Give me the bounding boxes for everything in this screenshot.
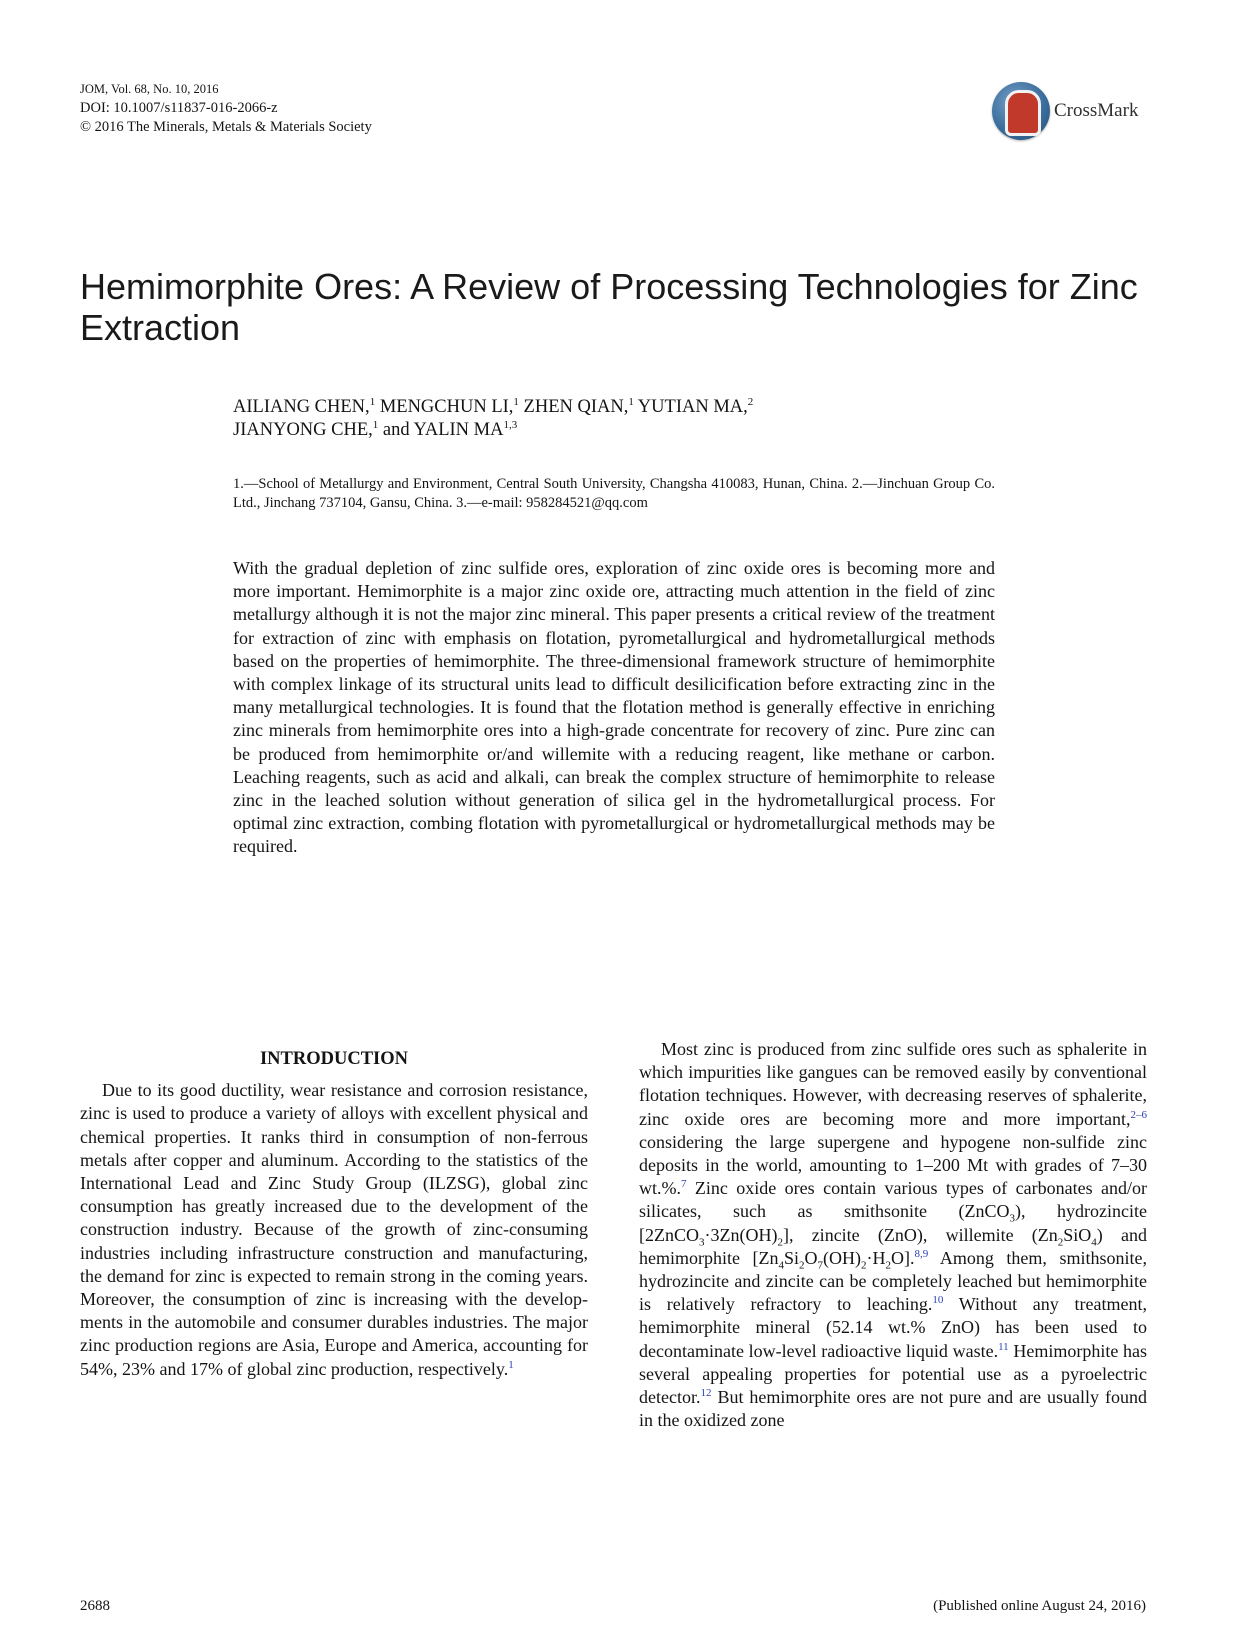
left-column: [80, 1048, 588, 1381]
citation-link[interactable]: 7: [681, 1178, 687, 1191]
subscript: 3: [699, 1236, 705, 1249]
intro-paragraph: [80, 1079, 588, 1381]
paragraph-text: Hemimorphite has several appealing properties for potential use as a pyroelectric detector.: [639, 1340, 1147, 1408]
paragraph-text: Si: [784, 1247, 800, 1268]
paragraph-text: Among them, smithsonite, hydrozincite and zincite can be completely leached but hemimorphite is relatively refractory to leaching.: [639, 1247, 1147, 1315]
author-affil-sup: 1,3: [503, 418, 518, 431]
paragraph-text: ·H: [866, 1247, 886, 1268]
citation-link[interactable]: 12: [700, 1387, 712, 1400]
author-name: MENGCHUN LI,: [375, 397, 514, 417]
paragraph-text: But hemimorphite ores are not pure and are usually found in the oxidized zone: [639, 1387, 1147, 1431]
author-list: [233, 396, 993, 442]
paragraph-text: O: [804, 1247, 818, 1268]
paragraph-text: SiO: [1063, 1224, 1092, 1245]
abstract: With the gradual depletion of zinc sulfide ores, exploration of zinc oxide ores is becoming more and more important. Hemimorphite is a major zinc oxide ore, attracting much attention in the field of zinc metallurgy although it is not the major zinc mineral. This paper presents a critical review of the treatment for extraction of zinc with emphasis on flotation, pyrometallurgical and hydrometallurgical methods based on the properties of hemimorphite. The three-dimensional framework structure of hemimorphite with complex linkage of its structural units lead to difficult desilicification before extracting zinc in the many metallurgical technologies. It is found that the flotation method is generally effective in enriching zinc minerals from hemimorphite ores into a high-grade concentrate for recovery of zinc. Pure zinc can be produced from hemimorphite or/and willemite with a reducing reagent, like methane or carbon. Leaching reagents, such as acid and alkali, can break the complex structure of hemimorphite to release zinc in the leached solution without generation of silica gel in the hydrometallurgical process. For optimal zinc extraction, combing flotation with pyrometallurgical or hydrometallurgical methods may be required.: [233, 558, 995, 857]
crossmark-badge[interactable]: [992, 82, 1142, 144]
citation-link[interactable]: 8,9: [914, 1247, 929, 1260]
citation-link[interactable]: 1: [508, 1358, 514, 1371]
citation-link[interactable]: 11: [998, 1340, 1009, 1353]
citation-link[interactable]: 2–6: [1130, 1108, 1147, 1121]
journal-citation: JOM, Vol. 68, No. 10, 2016: [80, 82, 219, 96]
doi: DOI: 10.1007/s11837-016-2066-z: [80, 100, 278, 116]
paragraph-text: (OH): [823, 1247, 862, 1268]
affiliations: 1.—School of Metallurgy and Environment, Central South University, Changsha 410083, Hunan, China. 2.—Jinchuan Group Co. Ltd., Jinchang 737104, Gansu, China. 3.—e-mail: 958284521@qq.com: [233, 476, 995, 511]
subscript: 2: [777, 1236, 783, 1249]
author-affil-sup: 1: [513, 395, 519, 408]
subscript: 2: [861, 1259, 867, 1272]
subscript: 7: [817, 1259, 824, 1272]
paragraph-text: O].: [891, 1247, 915, 1268]
page-number: 2688: [80, 1598, 110, 1614]
subscript: 2: [885, 1259, 892, 1272]
paragraph-text: Due to its good ductility, wear resistance and corrosion resistance, zinc is used to produce a variety of alloys with excellent physical and chemical properties. It ranks third in consumption of non-ferrous metals after copper and aluminum. According to the statistics of the International Lead and Zinc Study Group (ILZSG), global zinc consumption has greatly increased due to the development of the construction industry. Because of the growth of zinc-consuming industries including infrastructure construction and manufacturing, the demand for zinc is expected to remain strong in the coming years. Moreover, the consumption of zinc is increasing with the developments in the automobile and consumer durables industries. The major zinc production regions are Asia, Europe and America, accounting for 54%, 23% and 17% of global zinc production, respectively.: [80, 1080, 588, 1379]
section-heading: INTRODUCTION: [259, 1049, 409, 1069]
paragraph-text: Zinc oxide ores contain various types of carbonates and/or silicates, such as smithsonite (ZnCO: [639, 1178, 1147, 1222]
right-column: [639, 1038, 1147, 1432]
paragraph-text: ) and hemimorphite [Zn: [639, 1224, 1147, 1268]
author-affil-sup: 2: [747, 395, 754, 408]
journal-meta: [80, 80, 372, 137]
author-affil-sup: 1: [369, 395, 376, 408]
paragraph-text: considering the large supergene and hypogene non-sulfide zinc deposits in the world, amounting to 1–200 Mt with grades of 7–30 wt.%.: [639, 1131, 1147, 1199]
author-name: and YALIN MA: [378, 420, 504, 440]
paragraph-text: Most zinc is produced from zinc sulfide ores such as sphalerite in which impurities like gangues can be removed easily by conventional flotation techniques. However, with decreasing reserves of sphalerite, zinc oxide ores are becoming more and more important,: [639, 1039, 1147, 1129]
crossmark-label: CrossMark: [1054, 100, 1139, 121]
copyright: © 2016 The Minerals, Metals & Materials Society: [80, 119, 372, 135]
paragraph-text: Without any treatment, hemimorphite mineral (52.14 wt.% ZnO) has been used to decontaminate low-level radioactive liquid waste.: [639, 1294, 1148, 1361]
paragraph-text: ), hydrozincite [2ZnCO: [639, 1201, 1148, 1245]
crossmark-icon: [992, 82, 1050, 140]
author-name: YUTIAN MA,: [633, 397, 748, 417]
author-affil-sup: 1: [372, 418, 379, 431]
subscript: 4: [778, 1259, 785, 1272]
citation-link[interactable]: 10: [932, 1294, 944, 1307]
author-name: JIANYONG CHE,: [233, 420, 373, 440]
author-name: ZHEN QIAN,: [518, 397, 629, 417]
published-date: (Published online August 24, 2016): [933, 1598, 1146, 1614]
subscript: 2: [1057, 1236, 1064, 1249]
body-paragraph: [639, 1038, 1147, 1432]
subscript: 4: [1091, 1236, 1097, 1249]
subscript: 3: [1009, 1213, 1016, 1226]
paragraph-text: ·3Zn(OH): [704, 1224, 778, 1245]
article-title: Hemimorphite Ores: A Review of Processing Technologies for Zinc Extraction: [80, 266, 1138, 348]
paragraph-text: ], zincite (ZnO), willemite (Zn: [782, 1224, 1058, 1245]
author-affil-sup: 1: [628, 395, 634, 408]
subscript: 2: [799, 1259, 805, 1272]
author-name: AILIANG CHEN,: [233, 397, 370, 417]
